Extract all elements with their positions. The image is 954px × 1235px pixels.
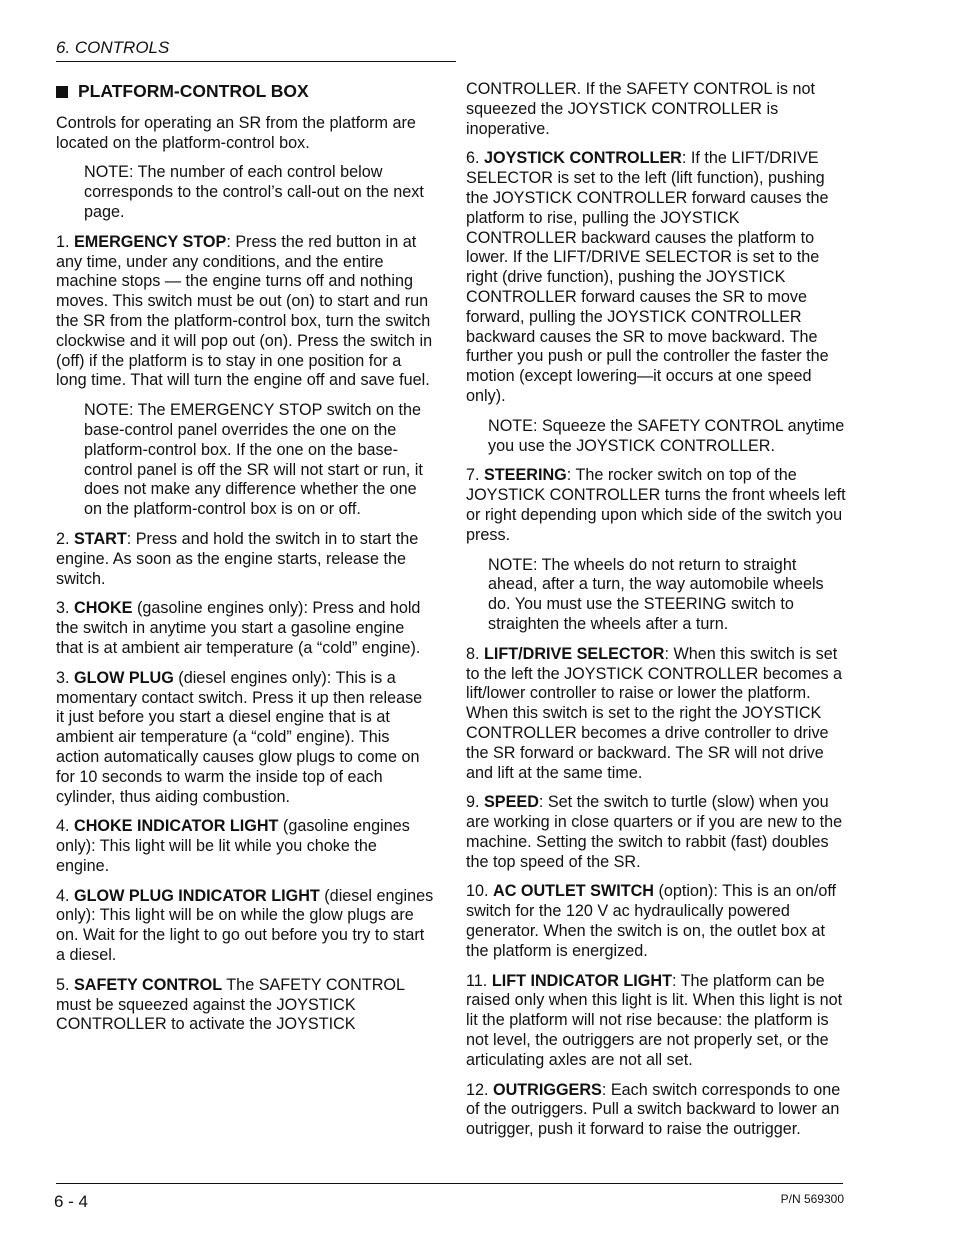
control-item xyxy=(56,887,434,966)
right-column xyxy=(466,80,848,1150)
item-label: EMERGENCY STOP xyxy=(74,232,227,251)
note-paragraph: NOTE: The EMERGENCY STOP switch on the base-control panel overrides the one on the platform-control box. If the one on the base-control panel is off the SR will not start or run, it does not make any difference whether the one on the platform-control box is on or off. xyxy=(84,401,423,519)
item-label: LIFT INDICATOR LIGHT xyxy=(491,971,672,990)
control-item xyxy=(56,817,434,876)
item-label: CHOKE INDICATOR LIGHT xyxy=(74,817,279,836)
control-item xyxy=(466,149,848,406)
right-item-list xyxy=(466,80,848,1140)
control-item xyxy=(56,669,434,808)
item-text: : Set the switch to turtle (slow) when you are working in close quarters or if you are new to the machine. Setting the switch to rabbit (fast) doubles the top speed of the SR. xyxy=(466,793,843,871)
item-number: 10. xyxy=(466,882,494,901)
item-label: STEERING xyxy=(484,466,567,485)
item-number: 1. xyxy=(56,232,74,251)
item-number: 4. xyxy=(56,817,74,836)
item-label: GLOW PLUG INDICATOR LIGHT xyxy=(74,886,320,905)
control-item xyxy=(466,645,848,784)
item-text: : Each switch corresponds to one of the outriggers. Pull a switch backward to lower an outrigger, push it forward to raise the outrigger. xyxy=(466,1080,841,1139)
section-title xyxy=(56,82,434,102)
control-item xyxy=(466,1081,848,1140)
item-number: 3. xyxy=(56,599,74,618)
control-item xyxy=(466,793,848,872)
item-number: 7. xyxy=(466,466,484,485)
page-number: 6 - 4 xyxy=(54,1192,89,1211)
item-label: JOYSTICK CONTROLLER xyxy=(484,149,682,168)
intro-note: NOTE: The number of each control below corresponds to the control’s call-out on the next page. xyxy=(84,163,424,221)
item-number: 4. xyxy=(56,886,74,905)
left-item-list xyxy=(56,233,434,1035)
item-text: The SAFETY CONTROL must be squeezed against the JOYSTICK CONTROLLER to activate the JOYSTICK xyxy=(56,975,405,1034)
item-label: AC OUTLET SWITCH xyxy=(493,882,654,901)
item-text: : The rocker switch on top of the JOYSTICK CONTROLLER turns the front wheels left or right depending upon which side of the switch you press. xyxy=(466,466,846,544)
header-rule xyxy=(56,61,456,62)
control-item xyxy=(56,233,434,391)
item-text: (gasoline engines only): Press and hold the switch in anytime you start a gasoline engine that is at ambient air temperature (a “cold” engine). xyxy=(56,599,421,657)
intro-paragraph: Controls for operating an SR from the platform are located on the platform-control box. xyxy=(56,113,416,152)
control-item xyxy=(466,972,848,1071)
item-label: OUTRIGGERS xyxy=(493,1080,602,1099)
item-text: : When this switch is set to the left the JOYSTICK CONTROLLER becomes a lift/lower controller to raise or lower the platform. When this switch is set to the right the JOYSTICK CONTROLLER becomes a drive controller to drive the SR forward or backward. The SR will not drive and lift at the same time. xyxy=(466,644,843,782)
item-text: : Press and hold the switch in to start the engine. As soon as the engine starts, release the switch. xyxy=(56,529,419,588)
section-header: 6. CONTROLS xyxy=(56,38,170,57)
item-text: (gasoline engines only): This light will be lit while you choke the engine. xyxy=(56,817,410,875)
item-number: 3. xyxy=(56,668,74,687)
item-text: (option): This is an on/off switch for the 120 V ac hydraulically powered generator. When the switch is on, the outlet box at the platform is energized. xyxy=(466,882,837,960)
control-item xyxy=(466,882,848,961)
item-number: 5. xyxy=(56,975,74,994)
item-number: 6. xyxy=(466,149,484,168)
control-item xyxy=(466,80,848,139)
footer-rule xyxy=(56,1183,843,1184)
item-label: GLOW PLUG xyxy=(74,668,174,687)
item-text: : Press the red button in at any time, under any conditions, and the entire machine stops — the engine turns off and nothing moves. This switch must be out (on) to start and run the SR from the platform-control box, turn the switch clockwise and it will pop out (on). Press the switch in (off) if the platform is to stay in one position for a long time. That will turn the engine off and save fuel. xyxy=(56,232,433,390)
item-label: LIFT/DRIVE SELECTOR xyxy=(484,644,665,663)
item-number: 2. xyxy=(56,529,74,548)
item-label: SPEED xyxy=(484,793,539,812)
item-number: 12. xyxy=(466,1080,494,1099)
note-paragraph: NOTE: The wheels do not return to straight ahead, after a turn, the way automobile wheels do. You must use the STEERING switch to straighten the wheels after a turn. xyxy=(488,555,824,633)
item-text: : The platform can be raised only when this light is lit. When this light is not lit the platform will not rise because: the platform is not level, the outriggers are not properly set, or the articulating axles are not all set. xyxy=(466,971,843,1069)
item-number: 8. xyxy=(466,644,484,663)
control-item xyxy=(56,599,434,658)
control-item xyxy=(56,976,434,1035)
left-column xyxy=(56,80,434,1045)
item-label: CHOKE xyxy=(74,599,133,618)
square-bullet-icon xyxy=(56,86,68,98)
item-text: (diesel engines only): This light will be on while the glow plugs are on. Wait for the light to go out before you try to start a diesel. xyxy=(56,886,434,965)
item-number: 9. xyxy=(466,793,484,812)
part-number: P/N 569300 xyxy=(780,1192,844,1206)
section-title-text: PLATFORM-CONTROL BOX xyxy=(78,81,309,101)
item-number: 11. xyxy=(466,971,492,990)
note-paragraph: NOTE: Squeeze the SAFETY CONTROL anytime you use the JOYSTICK CONTROLLER. xyxy=(488,416,845,455)
item-text: (diesel engines only): This is a momentary contact switch. Press it up then release it just before you start a diesel engine that is at ambient air temperature (a “cold” engine). This action automatically causes glow plugs to come on for 10 seconds to warm the inside top of each cylinder, thus aiding combustion. xyxy=(56,668,423,806)
control-item xyxy=(56,530,434,589)
item-text: CONTROLLER. If the SAFETY CONTROL is not squeezed the JOYSTICK CONTROLLER is inoperative. xyxy=(466,80,816,138)
control-item xyxy=(466,466,848,545)
item-label: START xyxy=(74,529,127,548)
item-text: : If the LIFT/DRIVE SELECTOR is set to the left (lift function), pushing the JOYSTICK CONTROLLER forward causes the platform to rise, pulling the JOYSTICK CONTROLLER backward causes the platform to lower. If the LIFT/DRIVE SELECTOR is set to the right (drive function), pushing the JOYSTICK CONTROLLER forward causes the SR to move forward, pulling the JOYSTICK CONTROLLER backward causes the SR to move backward. The further you push or pull the controller the faster the motion (except lowering—it occurs at one speed only). xyxy=(466,149,829,405)
item-label: SAFETY CONTROL xyxy=(74,975,223,994)
